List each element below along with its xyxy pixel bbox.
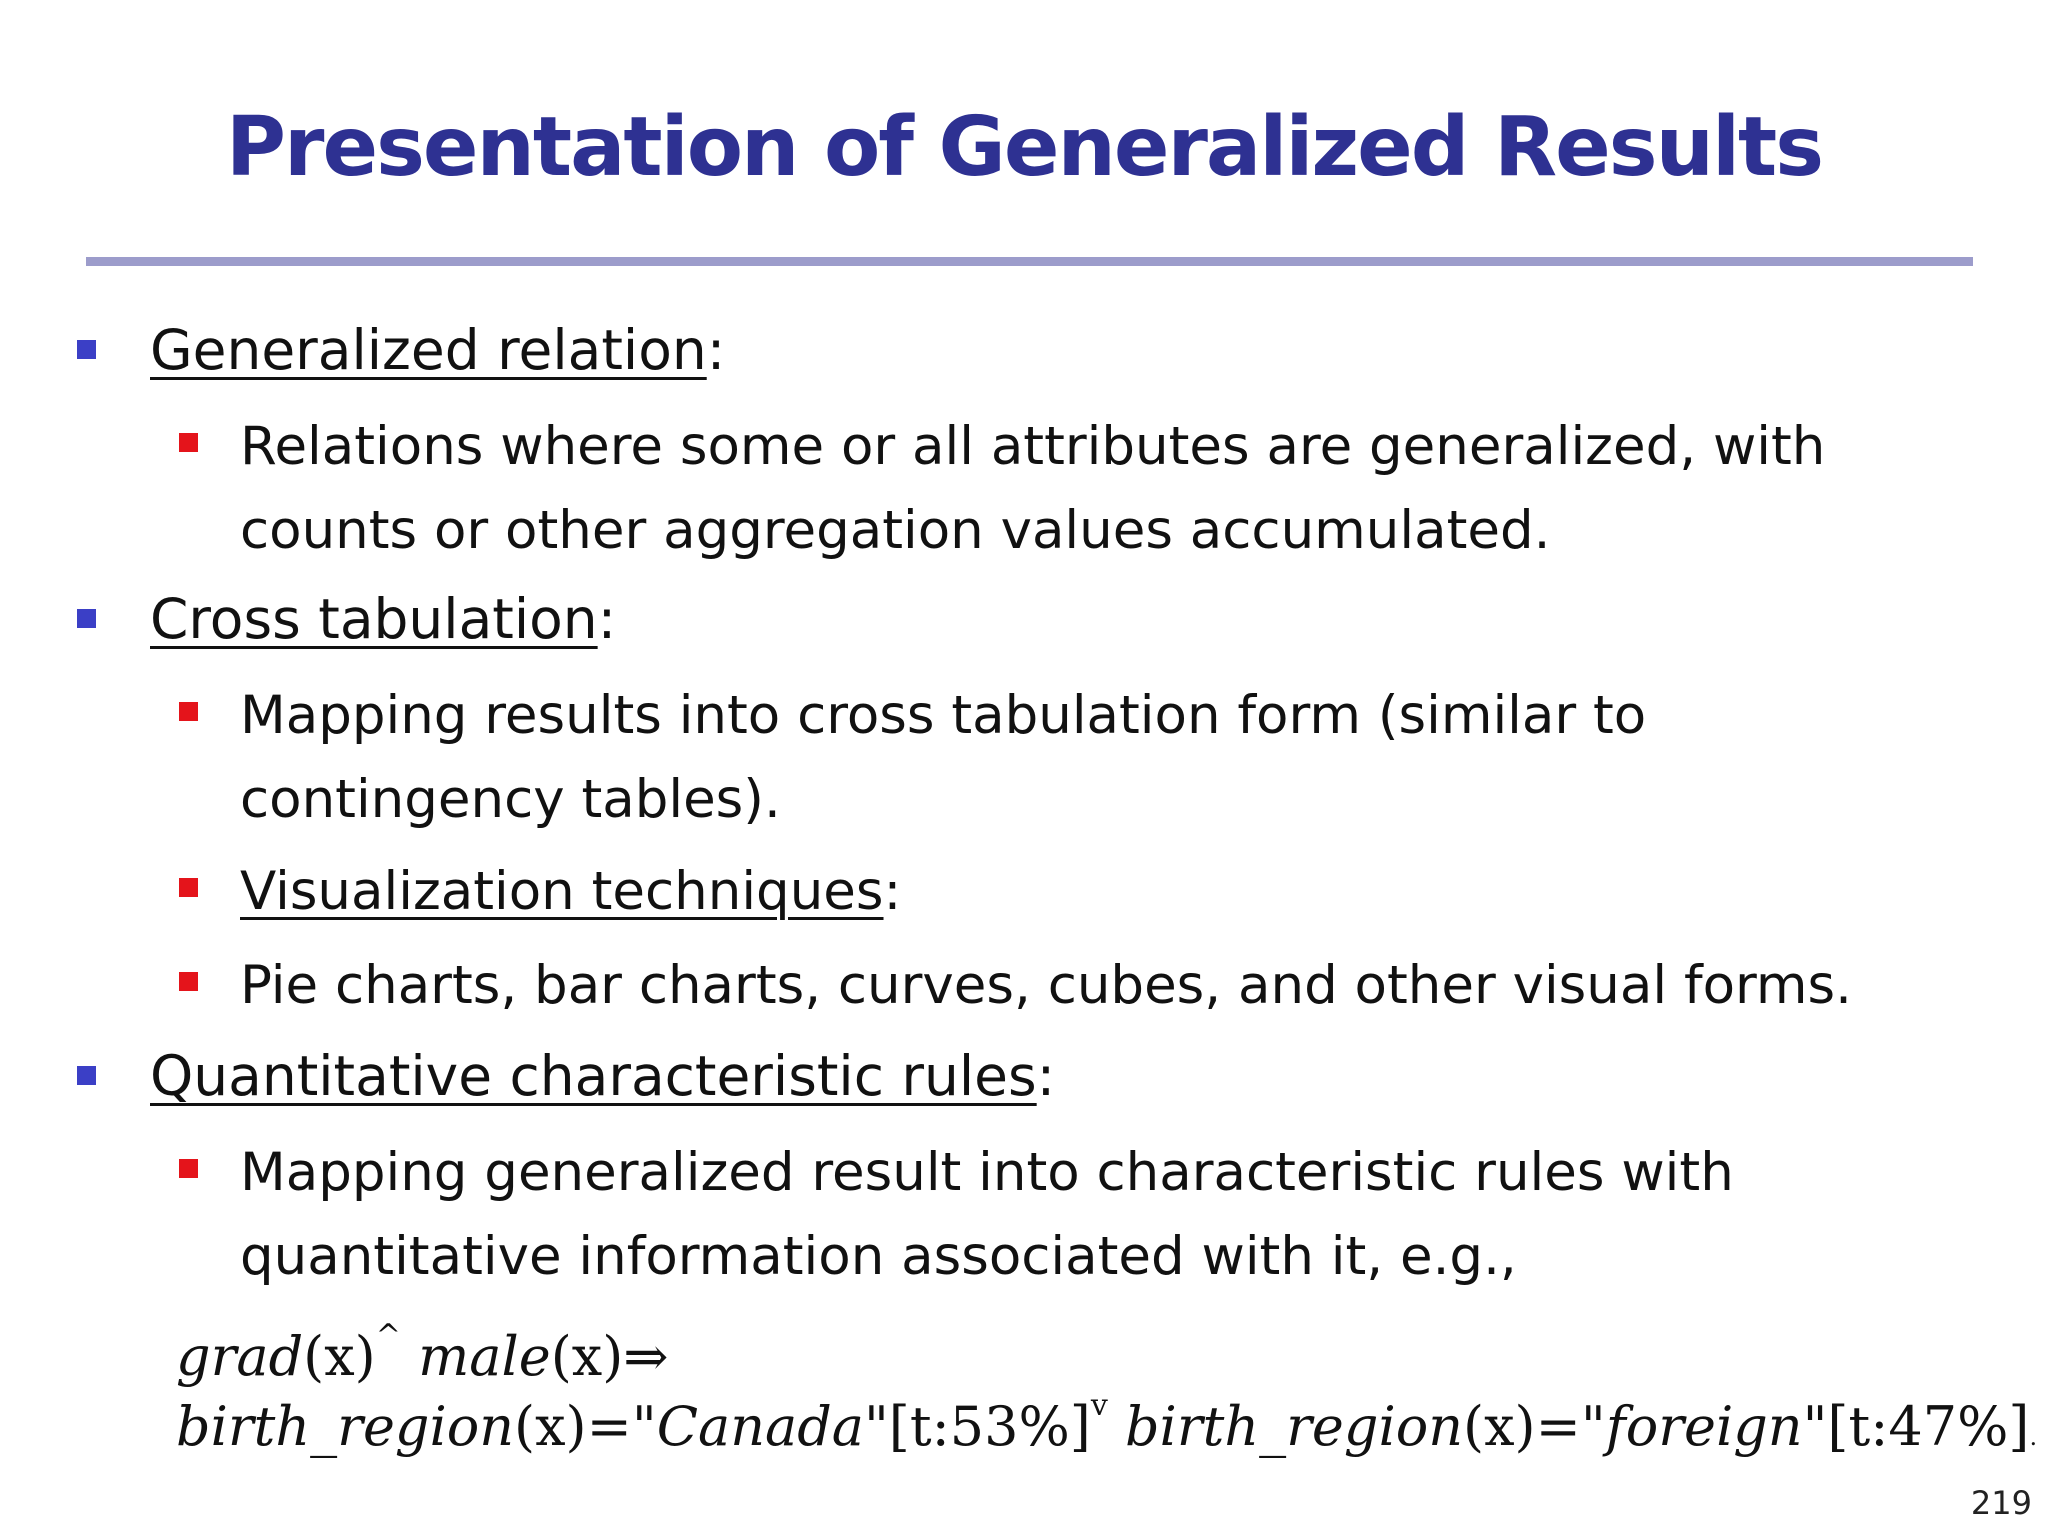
formula-line-2 — [176, 1388, 2037, 1458]
slide-title: Presentation of Generalized Results — [225, 100, 1823, 195]
formula-eq: =" — [1535, 1395, 1606, 1458]
formula-period: . — [2029, 1423, 2038, 1451]
sub-bullet-text: Pie charts, bar charts, curves, cubes, and other visual forms. — [240, 955, 1852, 1016]
formula-arg: (x) — [1463, 1395, 1536, 1458]
sub-bullet-marker — [179, 702, 198, 721]
or-symbol: v — [1090, 1388, 1108, 1423]
sub-bullet-marker — [179, 878, 198, 897]
sub-bullet-line: quantitative information associated with it, e.g., — [240, 1226, 1517, 1287]
page-number: 219 — [1970, 1484, 2032, 1522]
sub-bullet-relations — [240, 405, 1825, 573]
formula-eq: =" — [586, 1395, 657, 1458]
bullet-marker — [77, 1066, 96, 1085]
formula-arg: (x) — [303, 1325, 376, 1388]
formula-confidence: "[t:47%] — [1802, 1395, 2030, 1458]
sub-bullet-term: Visualization techniques — [240, 861, 884, 922]
formula-confidence: "[t:53%] — [863, 1395, 1091, 1458]
sub-bullet-marker — [179, 972, 198, 991]
formula-value: foreign — [1605, 1395, 1803, 1458]
sub-bullet-mapping-cross-tab — [240, 674, 1646, 842]
bullet-term: Cross tabulation — [150, 587, 598, 651]
sub-bullet-marker — [179, 1159, 198, 1178]
formula-value: Canada — [656, 1395, 864, 1458]
title-divider — [86, 257, 1973, 266]
formula-term: male — [418, 1325, 551, 1388]
formula-arg: (x) — [550, 1325, 624, 1388]
bullet-colon: : — [1036, 1044, 1056, 1108]
sub-bullet-marker — [179, 433, 198, 452]
formula-arg: (x) — [514, 1395, 587, 1458]
sub-bullet-visualization — [240, 850, 901, 934]
bullet-marker — [77, 609, 96, 628]
bullet-cross-tabulation — [150, 587, 616, 651]
bullet-colon: : — [597, 587, 617, 651]
bullet-quantitative-rules — [150, 1044, 1055, 1108]
sub-bullet-line: Relations where some or all attributes are generalized, with — [240, 416, 1826, 477]
bullet-term: Quantitative characteristic rules — [150, 1044, 1037, 1108]
implies-symbol: ⇒ — [623, 1325, 669, 1388]
bullet-generalized-relation — [150, 318, 725, 382]
formula-term: birth_region — [176, 1395, 515, 1458]
formula-term: birth_region — [1124, 1395, 1464, 1458]
sub-bullet-line: contingency tables). — [240, 769, 781, 830]
bullet-marker — [77, 340, 96, 359]
formula-line-1 — [176, 1318, 669, 1388]
formula-term: grad — [176, 1325, 304, 1388]
sub-bullet-line: counts or other aggregation values accumulated. — [240, 500, 1551, 561]
sub-bullet-line: Mapping results into cross tabulation form (similar to — [240, 685, 1647, 746]
sub-bullet-line: Mapping generalized result into characteristic rules with — [240, 1142, 1734, 1203]
sub-bullet-pie-charts — [240, 944, 1852, 1028]
bullet-term: Generalized relation — [150, 318, 707, 382]
sub-bullet-mapping-rules — [240, 1131, 1734, 1299]
sub-bullet-colon: : — [883, 861, 902, 922]
and-symbol: ^ — [375, 1318, 401, 1353]
bullet-colon: : — [706, 318, 726, 382]
